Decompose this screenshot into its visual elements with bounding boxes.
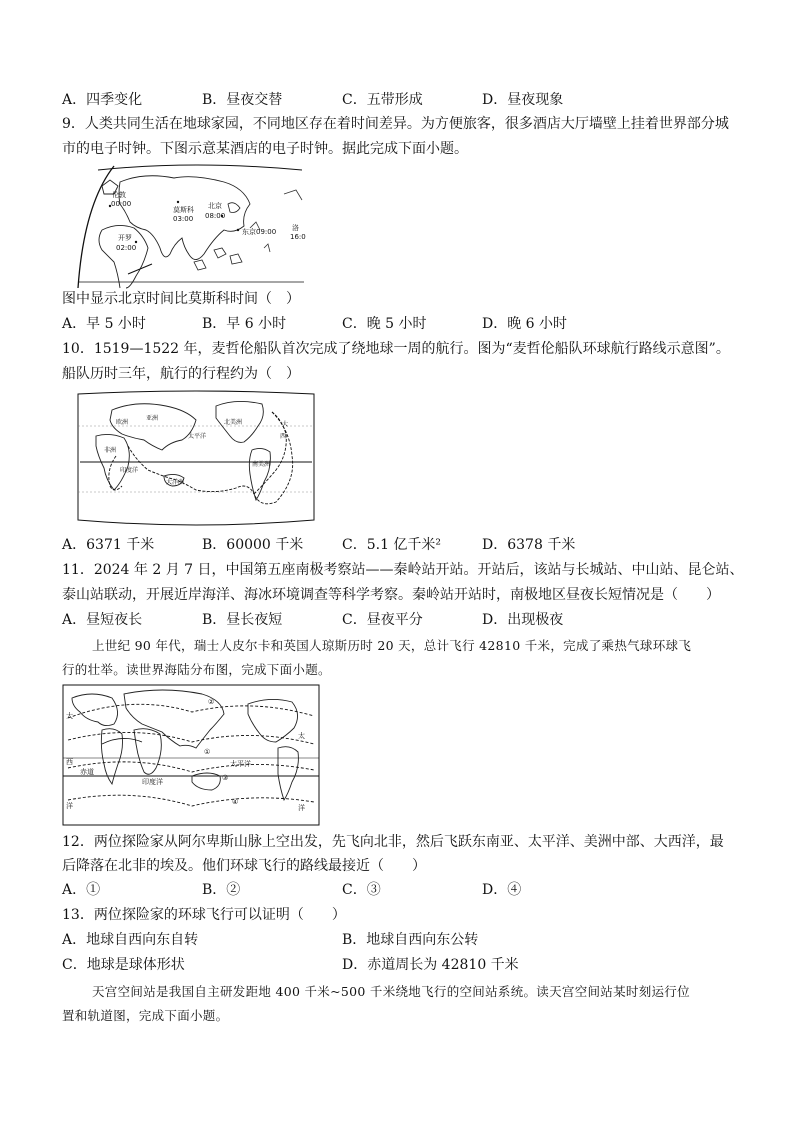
q13-option-c[interactable]: C．地球是球体形状 <box>62 957 185 973</box>
magellan-route-map <box>76 390 316 530</box>
map-label-london: 伦敦 <box>112 191 126 199</box>
map-label-pacific: 太平洋 <box>188 433 207 440</box>
map-label-equator: 赤道 <box>80 768 94 776</box>
q12-stem-line1: 12．两位探险家从阿尔卑斯山脉上空出发，先飞向北非，然后飞跃东南亚、太平洋、美洲中部、大西洋，最 <box>62 834 724 850</box>
q11-stem-line2: 泰山站联动，开展近岸海洋、海冰环境调查等科学考察。秦岭站开站时，南极地区昼夜长短情况是（ ） <box>62 587 720 603</box>
q8-option-a[interactable]: A．四季变化 <box>62 92 143 108</box>
q13-option-a[interactable]: A．地球自西向东自转 <box>62 932 199 948</box>
balloon-route-map <box>62 684 320 826</box>
q12-option-b[interactable]: B．② <box>202 882 241 898</box>
q10-stem-line2: 船队历时三年，航行的行程约为（ ） <box>62 366 300 382</box>
q10-option-b[interactable]: B．60000 千米 <box>202 537 304 553</box>
map-label-moscow: 莫斯科 <box>173 206 194 214</box>
map-label-north-america: 北美洲 <box>224 419 243 426</box>
q8-option-b[interactable]: B．昼夜交替 <box>202 92 283 108</box>
q8-option-d[interactable]: D．昼夜现象 <box>482 92 564 108</box>
map-label-east-edge-time: 16:0 <box>290 233 306 241</box>
map-label-cairo: 开罗 <box>118 234 132 242</box>
map-label-beijing-time: 08:00 <box>205 212 226 220</box>
map-label-south-america: 南美洲 <box>252 461 271 468</box>
clock-world-map <box>74 164 304 288</box>
q12-stem-line2: 后降落在北非的埃及。他们环球飞行的路线最接近（ ） <box>62 858 426 874</box>
q9-stem-line2: 市的电子时钟。下图示意某酒店的电子时钟。据此完成下面小题。 <box>62 141 468 157</box>
map-label-atlantic-1: 大 <box>282 421 289 428</box>
q11-option-b[interactable]: B．昼长夜短 <box>202 612 283 628</box>
map-label-moscow-time: 03:00 <box>173 215 194 223</box>
q13-stem: 13．两位探险家的环球飞行可以证明（ ） <box>62 907 346 923</box>
q12-option-c[interactable]: C．③ <box>342 882 381 898</box>
map-label-left-1: 大 <box>66 712 73 720</box>
map-label-europe: 欧洲 <box>116 419 129 426</box>
q11-option-d[interactable]: D．出现极夜 <box>482 612 564 628</box>
q10-option-d[interactable]: D．6378 千米 <box>482 537 576 553</box>
route-label-3: ③ <box>222 774 229 782</box>
q12-option-a[interactable]: A．① <box>62 882 101 898</box>
map-label-right-bottom: 洋 <box>298 804 305 812</box>
q9-option-c[interactable]: C．晚 5 小时 <box>342 316 427 332</box>
q9-option-d[interactable]: D．晚 6 小时 <box>482 316 568 332</box>
material2-line2: 置和轨道图，完成下面小题。 <box>62 1008 229 1023</box>
route-label-4: ④ <box>232 798 239 806</box>
q9-question: 图中显示北京时间比莫斯科时间（ ） <box>62 291 300 307</box>
q10-option-a[interactable]: A．6371 千米 <box>62 537 155 553</box>
material1-line2: 行的壮举。读世界海陆分布图，完成下面小题。 <box>62 662 331 677</box>
q11-stem-line1: 11．2024 年 2 月 7 日，中国第五座南极考察站——秦岭站开站。开站后，该站与长城站、中山站、昆仑站、 <box>62 562 744 578</box>
map-label-london-time: 00:00 <box>111 200 132 208</box>
map-label-right-top: 太 <box>298 732 305 740</box>
route-label-2: ② <box>208 698 215 706</box>
map-label-tokyo: 东京09:00 <box>242 228 277 236</box>
q10-stem-line1: 10．1519—1522 年，麦哲伦船队首次完成了绕地球一周的航行。图为“麦哲伦船队环球航行路线示意图”。 <box>62 341 730 357</box>
map-label-east-edge: 洛 <box>292 224 299 232</box>
q9-option-a[interactable]: A．早 5 小时 <box>62 316 146 332</box>
q12-option-d[interactable]: D．④ <box>482 882 522 898</box>
material2-line1: 天宫空间站是我国自主研发距地 400 千米~500 千米绕地飞行的空间站系统。读天宫空间站某时刻运行位 <box>92 984 690 999</box>
map-label-cairo-time: 02:00 <box>116 244 137 252</box>
q9-option-b[interactable]: B．早 6 小时 <box>202 316 287 332</box>
map-label-beijing: 北京 <box>208 202 222 210</box>
map-label-asia: 亚洲 <box>146 415 159 422</box>
map-label-pacific-small: 太平洋 <box>230 760 251 768</box>
q13-option-d[interactable]: D．赤道周长为 42810 千米 <box>342 957 519 973</box>
map-label-africa: 非洲 <box>104 447 117 454</box>
map-label-atlantic-2: 西 <box>280 433 287 440</box>
material1-line1: 上世纪 90 年代，瑞士人皮尔卡和英国人琼斯历时 20 天，总计飞行 42810 千米，完成了乘热气球环球飞 <box>92 638 692 653</box>
map-label-left-2: 西 <box>66 758 73 766</box>
map-label-left-3: 洋 <box>66 802 73 810</box>
map-label-indian-ocean: 印度洋 <box>142 778 163 786</box>
q9-stem-line1: 9．人类共同生活在地球家园，不同地区存在着时间差异。为方便旅客，很多酒店大厅墙壁上挂着世界部分城 <box>62 116 729 132</box>
route-label-1: ① <box>204 748 211 756</box>
q11-option-a[interactable]: A．昼短夜长 <box>62 612 143 628</box>
q13-option-b[interactable]: B．地球自西向东公转 <box>342 932 479 948</box>
q8-option-c[interactable]: C．五带形成 <box>342 92 423 108</box>
map-label-indian-ocean: 印度洋 <box>120 467 139 474</box>
q10-option-c[interactable]: C．5.1 亿千米² <box>342 537 442 553</box>
q11-option-c[interactable]: C．昼夜平分 <box>342 612 423 628</box>
map-label-oceania: 大洋洲 <box>166 479 185 486</box>
